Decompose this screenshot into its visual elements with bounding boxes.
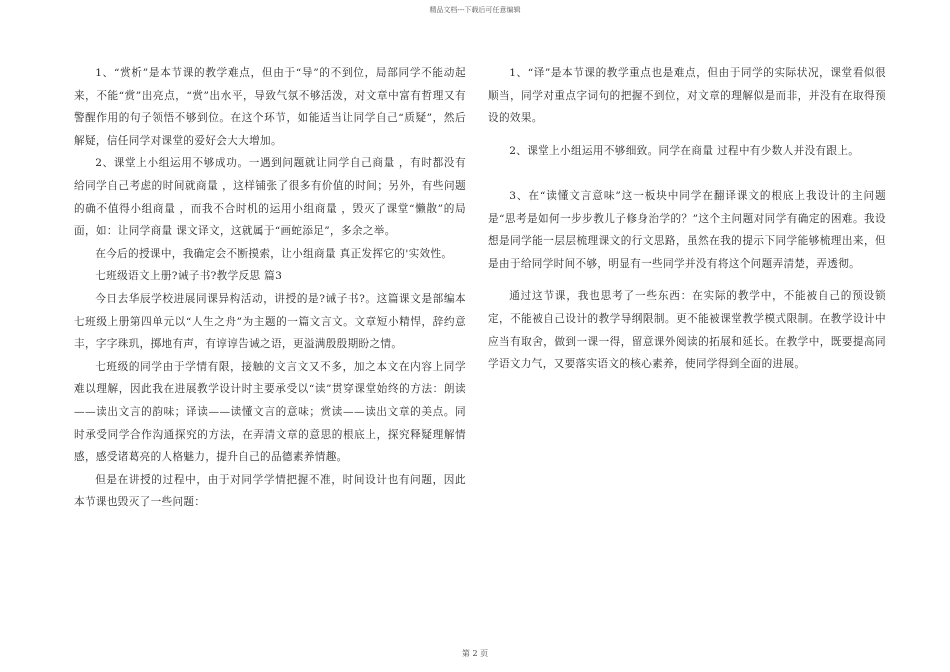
page-header: 精品文档---下载后可任意编辑: [429, 6, 521, 14]
paragraph: 通过这节课，我也思考了一些东西：在实际的教学中，不能被自己的预设锁定，不能被自己设计的教学导纲限制。更不能被课堂教学模式限制。在教学设计中应当有取舍，做到一课一得，留意课外阅读的拓展和延长。在教学中，既要提高同学语文力气，又要落实语文的核心素养，使同学得到全面的进展。: [488, 290, 886, 371]
paragraph: 1、“赏析”是本节课的教学难点，但由于“导”的不到位，局部同学不能动起来，不能“赏”出亮点，“赏”出水平，导致气氛不够活泼，对文章中富有哲理又有警醒作用的句子领悟不够到位。在这个环节，如能适当让同学自己“质疑”，然后解疑，信任同学对课堂的爱好会大大增加。: [74, 67, 466, 147]
paragraph: 但是在讲授的过程中，由于对同学学情把握不准，时间设计也有问题，因此本节课也毁灭了一些问题：: [74, 473, 466, 509]
page-number: 第 2 页: [461, 649, 489, 658]
paragraph: 七班级的同学由于学情有限，接触的文言文又不多，加之本文在内容上同学难以理解，因此我在进展教学设计时主要承受以“读”贯穿课堂始终的方法：朗读——读出文言的韵味；译读——读懂文言的意味；赏读——读出文章的美点。同时承受同学合作沟通探究的方法，在弄清文章的意思的根底上，探究释疑理解情感，感受诸葛亮的人格魅力，提升自己的品德素养情趣。: [74, 360, 466, 464]
paragraph: 今日去华辰学校进展同课异构活动，讲授的是?诫子书?。这篇课文是部编本七班级上册第四单元以“人生之舟”为主题的一篇文言文。文章短小精悍，辞约意丰，字字珠玑，掷地有声，有谆谆告诫之语，更溢满殷殷期盼之情。: [74, 292, 466, 351]
paragraph: 3、在“读懂文言意味”这一板块中同学在翻译课文的根底上我设计的主问题是“思考是如何一步步教儿子修身治学的？”这个主问题对同学有确定的困难。我设想是同学能一层层梳理课文的行文思路，虽然在我的提示下同学能够梳理出来，但是由于给同学时间不够，明显有一些同学并没有将这个问题弄清楚，弄透彻。: [488, 189, 886, 270]
right-column: [488, 62, 886, 376]
paragraph: 2、课堂上小组运用不够成功。一遇到问题就让同学自己商量 ，有时都没有给同学自己考虑的时间就商量 ，这样铺张了很多有价值的时间；另外，有些问题的确不值得小组商量 ，而我不合时机的运用小组商量 ，毁灭了课堂“懒散”的局面，如：让同学商量 课文译文，这就属于“画蛇添足”，多余之举。: [74, 157, 466, 238]
section-title: 七班级语文上册?诫子书?教学反思 篇3: [95, 270, 283, 283]
left-column: [74, 62, 466, 514]
paragraph: 1、“译”是本节课的教学重点也是难点，但由于同学的实际状况，课堂看似很顺当，同学对重点字词句的把握不到位，对文章的理解似是而非，并没有在取得预设的效果。: [488, 67, 886, 125]
paragraph: 在今后的授课中，我确定会不断摸索，让小组商量 真正发挥它的'实效性。: [95, 247, 453, 260]
paragraph: 2、课堂上小组运用不够细致。同学在商量 过程中有少数人并没有跟上。: [509, 144, 860, 157]
